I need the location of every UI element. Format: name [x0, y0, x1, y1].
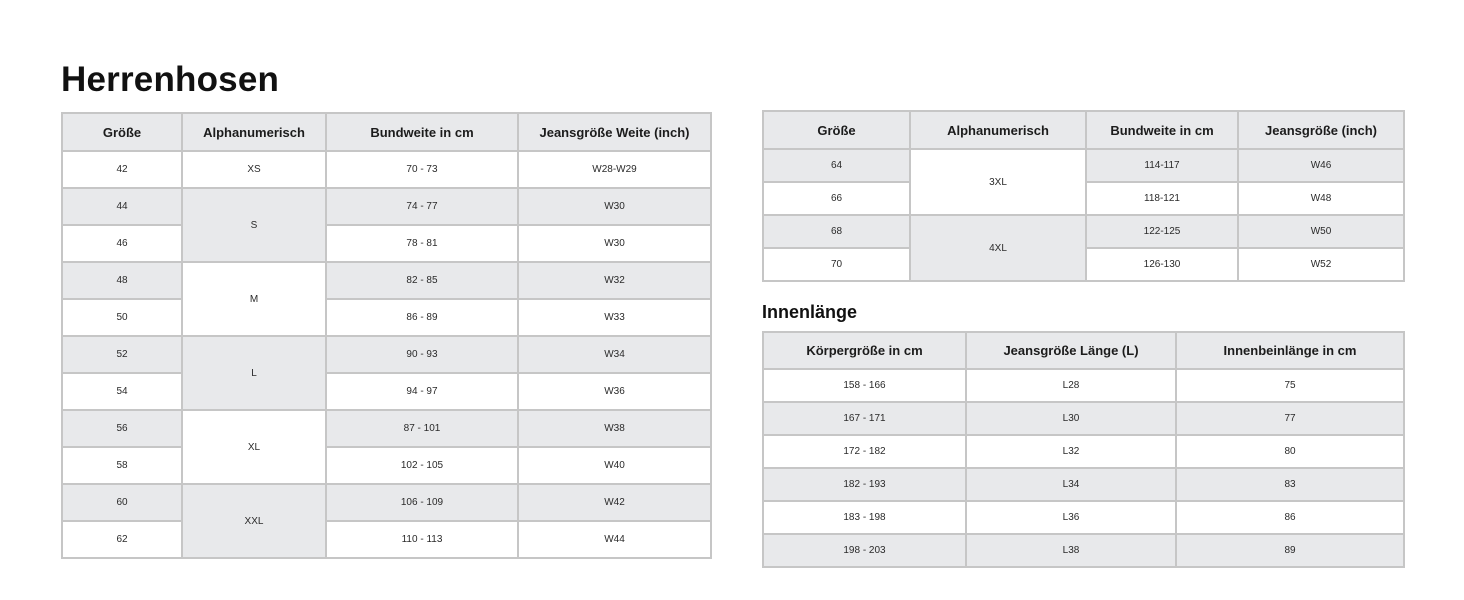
- header-row: [763, 332, 1404, 369]
- waist-cell: 114-117: [1086, 149, 1238, 182]
- alpha-cell: L: [182, 336, 326, 410]
- inseam-cell: 86: [1176, 501, 1404, 534]
- size-cell: 52: [62, 336, 182, 373]
- header-alphanumerisch: Alphanumerisch: [182, 113, 326, 151]
- alpha-cell: XS: [182, 151, 326, 188]
- length-cell: L36: [966, 501, 1176, 534]
- alpha-cell: XL: [182, 410, 326, 484]
- table-row: [763, 215, 1404, 248]
- waist-cell: 118-121: [1086, 182, 1238, 215]
- jeans-cell: W42: [518, 484, 711, 521]
- table-row: [763, 149, 1404, 182]
- header-jeansgroesse-weite: Jeansgröße Weite (inch): [518, 113, 711, 151]
- inseam-cell: 80: [1176, 435, 1404, 468]
- waist-cell: 74 - 77: [326, 188, 518, 225]
- table-row: [763, 369, 1404, 402]
- alpha-cell: 3XL: [910, 149, 1086, 215]
- header-innenbeinlaenge: Innenbeinlänge in cm: [1176, 332, 1404, 369]
- jeans-cell: W30: [518, 188, 711, 225]
- size-cell: 64: [763, 149, 910, 182]
- body-height-cell: 167 - 171: [763, 402, 966, 435]
- size-cell: 66: [763, 182, 910, 215]
- jeans-cell: W28-W29: [518, 151, 711, 188]
- waist-cell: 102 - 105: [326, 447, 518, 484]
- waist-cell: 86 - 89: [326, 299, 518, 336]
- jeans-cell: W50: [1238, 215, 1404, 248]
- table-row: [763, 435, 1404, 468]
- body-height-cell: 183 - 198: [763, 501, 966, 534]
- jeans-cell: W40: [518, 447, 711, 484]
- jeans-cell: W33: [518, 299, 711, 336]
- size-cell: 62: [62, 521, 182, 558]
- table-row: [763, 534, 1404, 567]
- size-cell: 56: [62, 410, 182, 447]
- table-row: [763, 501, 1404, 534]
- size-cell: 68: [763, 215, 910, 248]
- header-bundweite: Bundweite in cm: [1086, 111, 1238, 149]
- table-row: [62, 373, 711, 410]
- size-cell: 58: [62, 447, 182, 484]
- alpha-cell: M: [182, 262, 326, 336]
- waist-cell: 122-125: [1086, 215, 1238, 248]
- header-koerpergroesse: Körpergröße in cm: [763, 332, 966, 369]
- waist-cell: 90 - 93: [326, 336, 518, 373]
- table-row: [62, 410, 711, 447]
- table-row: [62, 151, 711, 188]
- inseam-cell: 77: [1176, 402, 1404, 435]
- table-row: [763, 468, 1404, 501]
- table-row: [62, 188, 711, 225]
- jeans-cell: W44: [518, 521, 711, 558]
- table-row: [62, 447, 711, 484]
- size-cell: 50: [62, 299, 182, 336]
- waist-cell: 126-130: [1086, 248, 1238, 281]
- header-row: [62, 113, 711, 151]
- waist-cell: 70 - 73: [326, 151, 518, 188]
- jeans-cell: W38: [518, 410, 711, 447]
- jeans-cell: W48: [1238, 182, 1404, 215]
- table-row: [62, 299, 711, 336]
- body-height-cell: 182 - 193: [763, 468, 966, 501]
- alpha-cell: S: [182, 188, 326, 262]
- page-title: Herrenhosen: [61, 60, 280, 99]
- body-height-cell: 172 - 182: [763, 435, 966, 468]
- inseam-table: [762, 331, 1405, 568]
- header-jeansgroesse: Jeansgröße (inch): [1238, 111, 1404, 149]
- length-cell: L34: [966, 468, 1176, 501]
- length-cell: L30: [966, 402, 1176, 435]
- header-groesse: Größe: [763, 111, 910, 149]
- size-table-left: [61, 112, 712, 559]
- size-cell: 42: [62, 151, 182, 188]
- table-row: [62, 225, 711, 262]
- jeans-cell: W46: [1238, 149, 1404, 182]
- body-height-cell: 158 - 166: [763, 369, 966, 402]
- size-table-right: [762, 110, 1405, 282]
- table-row: [62, 262, 711, 299]
- waist-cell: 94 - 97: [326, 373, 518, 410]
- waist-cell: 106 - 109: [326, 484, 518, 521]
- section-title-innenlaenge: Innenlänge: [762, 302, 858, 322]
- waist-cell: 82 - 85: [326, 262, 518, 299]
- length-cell: L38: [966, 534, 1176, 567]
- size-cell: 44: [62, 188, 182, 225]
- inseam-cell: 75: [1176, 369, 1404, 402]
- size-cell: 60: [62, 484, 182, 521]
- jeans-cell: W36: [518, 373, 711, 410]
- size-cell: 54: [62, 373, 182, 410]
- alpha-cell: XXL: [182, 484, 326, 558]
- header-groesse: Größe: [62, 113, 182, 151]
- table-row: [763, 402, 1404, 435]
- inseam-cell: 89: [1176, 534, 1404, 567]
- waist-cell: 110 - 113: [326, 521, 518, 558]
- size-cell: 70: [763, 248, 910, 281]
- inseam-cell: 83: [1176, 468, 1404, 501]
- waist-cell: 78 - 81: [326, 225, 518, 262]
- body-height-cell: 198 - 203: [763, 534, 966, 567]
- header-jeansgroesse-laenge: Jeansgröße Länge (L): [966, 332, 1176, 369]
- jeans-cell: W52: [1238, 248, 1404, 281]
- waist-cell: 87 - 101: [326, 410, 518, 447]
- length-cell: L32: [966, 435, 1176, 468]
- length-cell: L28: [966, 369, 1176, 402]
- jeans-cell: W34: [518, 336, 711, 373]
- header-alphanumerisch: Alphanumerisch: [910, 111, 1086, 149]
- header-row: [763, 111, 1404, 149]
- table-row: [62, 521, 711, 558]
- size-cell: 48: [62, 262, 182, 299]
- table-row: [62, 336, 711, 373]
- table-row: [62, 484, 711, 521]
- size-cell: 46: [62, 225, 182, 262]
- header-bundweite: Bundweite in cm: [326, 113, 518, 151]
- alpha-cell: 4XL: [910, 215, 1086, 281]
- jeans-cell: W30: [518, 225, 711, 262]
- jeans-cell: W32: [518, 262, 711, 299]
